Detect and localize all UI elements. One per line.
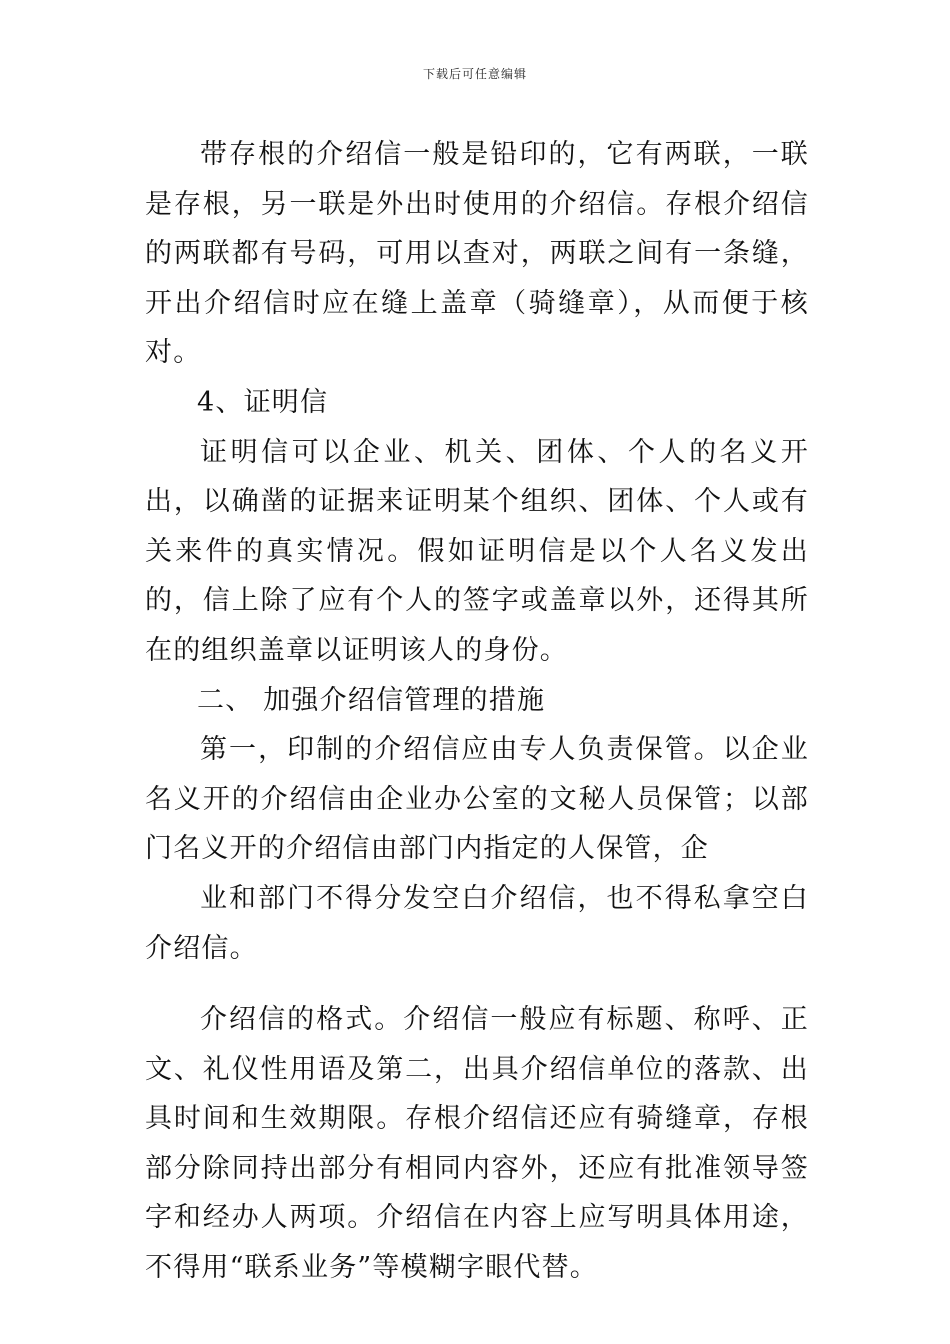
section-heading-management: 二、 加强介绍信管理的措施 xyxy=(197,684,546,716)
page-header: 下载后可任意编辑 xyxy=(422,67,527,81)
paragraph-management-continued: 业和部门不得分发空白介绍信，也不得私拿空白介绍信。 xyxy=(145,882,809,964)
paragraph-management-first: 第一，印制的介绍信应由专人负责保管。以企业名义开的介绍信由企业办公室的文秘人员保管；以部门名义开的介绍信由部门内指定的人保管，企 xyxy=(145,734,809,865)
paragraph-stub-letter: 带存根的介绍信一般是铅印的，它有两联，一联是存根，另一联是外出时使用的介绍信。存根介绍信的两联都有号码，可用以查对，两联之间有一条缝，开出介绍信时应在缝上盖章（骑缝章），从而便于核对。 xyxy=(145,139,809,369)
paragraph-letter-format: 介绍信的格式。介绍信一般应有标题、称呼、正文、礼仪性用语及第二，出具介绍信单位的落款、出具时间和生效期限。存根介绍信还应有骑缝章，存根部分除同持出部分有相同内容外，还应有批准领导签字和经办人两项。介绍信在内容上应写明具体用途，不得用“联系业务”等模糊字眼代替。 xyxy=(145,1004,809,1284)
paragraph-gap xyxy=(145,973,809,995)
subheading-certificate-letter: 4、证明信 xyxy=(197,386,329,418)
paragraph-certificate-letter: 证明信可以企业、机关、团体、个人的名义开出，以确凿的证据来证明某个组织、团体、个人或有关来件的真实情况。假如证明信是以个人名义发出的，信上除了应有个人的签字或盖章以外，还得其所在的组织盖章以证明该人的身份。 xyxy=(145,436,809,666)
document-body xyxy=(145,130,809,1293)
